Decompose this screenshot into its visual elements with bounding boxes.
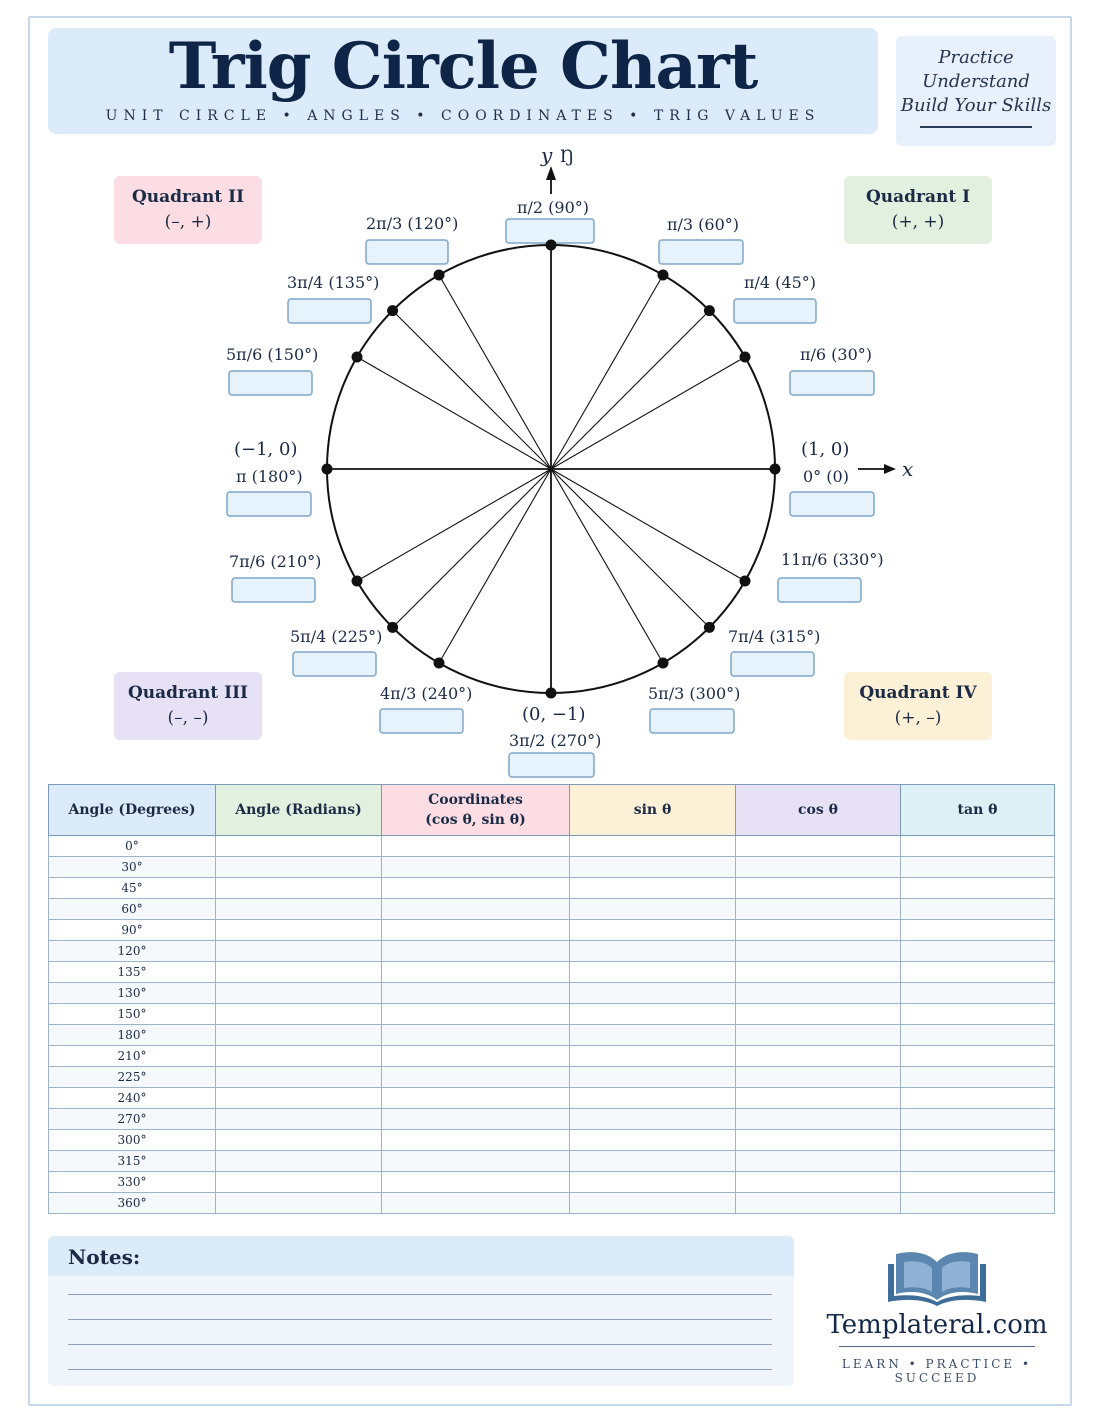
answer-box-180[interactable] [227, 492, 311, 516]
point-135 [387, 305, 398, 316]
answer-cell[interactable] [382, 878, 570, 899]
answer-cell[interactable] [901, 1004, 1055, 1025]
table-row [49, 1067, 1055, 1088]
table-row [49, 920, 1055, 941]
angle-label-0: 0° (0) [803, 467, 849, 486]
point-0 [770, 464, 781, 475]
spoke-225 [393, 469, 551, 627]
angle-label-30: π/6 (30°) [800, 345, 873, 364]
answer-cell[interactable] [901, 899, 1055, 920]
answer-cell[interactable] [216, 1193, 382, 1214]
table-row [49, 941, 1055, 962]
point-300 [658, 657, 669, 668]
answer-cell[interactable] [570, 857, 736, 878]
answer-cell[interactable] [901, 962, 1055, 983]
answer-cell[interactable] [570, 1193, 736, 1214]
answer-box-240[interactable] [380, 709, 463, 733]
table-row [49, 1004, 1055, 1025]
angle-degrees-cell: 240° [49, 1088, 216, 1109]
y-axis-extra-glyph: Ŋ [560, 147, 575, 167]
answer-cell[interactable] [736, 1151, 901, 1172]
answer-cell[interactable] [901, 941, 1055, 962]
header-line-2: (cos θ, sin θ) [425, 812, 526, 828]
header-line-1: tan θ [957, 802, 998, 818]
point-270 [546, 688, 557, 699]
point-315 [704, 622, 715, 633]
answer-cell[interactable] [736, 983, 901, 1004]
table-header-cell [570, 785, 736, 836]
note-line[interactable] [68, 1369, 772, 1370]
answer-cell[interactable] [216, 983, 382, 1004]
angle-label-180: π (180°) [236, 467, 303, 486]
angle-degrees-cell: 360° [49, 1193, 216, 1214]
angle-degrees-cell: 60° [49, 899, 216, 920]
motto-line-2: Understand [922, 71, 1030, 92]
answer-box-0[interactable] [790, 492, 874, 516]
answer-cell[interactable] [216, 1130, 382, 1151]
answer-cell[interactable] [382, 983, 570, 1004]
page-subtitle: UNIT CIRCLE • ANGLES • COORDINATES • TRIG VALUES [105, 108, 821, 124]
point-240 [434, 657, 445, 668]
answer-cell[interactable] [216, 920, 382, 941]
angle-label-315: 7π/4 (315°) [728, 627, 821, 646]
answer-cell[interactable] [901, 857, 1055, 878]
answer-box-150[interactable] [229, 371, 312, 395]
answer-cell[interactable] [901, 1046, 1055, 1067]
answer-cell[interactable] [216, 1025, 382, 1046]
angle-degrees-cell: 270° [49, 1109, 216, 1130]
answer-cell[interactable] [216, 1046, 382, 1067]
answer-cell[interactable] [736, 941, 901, 962]
open-book-icon [882, 1242, 992, 1310]
table-row [49, 1025, 1055, 1046]
angle-label-120: 2π/3 (120°) [366, 214, 459, 233]
spoke-315 [551, 469, 709, 627]
answer-cell[interactable] [570, 1067, 736, 1088]
table-header-row [49, 785, 1055, 836]
table-row [49, 962, 1055, 983]
quadrant-ii-name: Quadrant II [131, 187, 245, 207]
answer-box-90[interactable] [506, 219, 594, 243]
quadrant-iii-name: Quadrant III [127, 683, 249, 703]
angle-degrees-cell: 315° [49, 1151, 216, 1172]
table-header-cell [49, 785, 216, 836]
angle-label-210: 7π/6 (210°) [229, 552, 322, 571]
answer-box-210[interactable] [232, 578, 315, 602]
trig-values-table [48, 784, 1055, 1214]
answer-cell[interactable] [382, 1109, 570, 1130]
x-axis-label: x [902, 457, 914, 481]
answer-cell[interactable] [736, 857, 901, 878]
answer-cell[interactable] [382, 1130, 570, 1151]
table-row [49, 899, 1055, 920]
answer-cell[interactable] [736, 1025, 901, 1046]
table-row [49, 1046, 1055, 1067]
answer-cell[interactable] [736, 1088, 901, 1109]
table-body [49, 836, 1055, 1214]
answer-cell[interactable] [382, 962, 570, 983]
answer-cell[interactable] [570, 1109, 736, 1130]
angle-degrees-cell: 45° [49, 878, 216, 899]
answer-cell[interactable] [382, 1046, 570, 1067]
table-row [49, 857, 1055, 878]
angle-degrees-cell: 225° [49, 1067, 216, 1088]
answer-cell[interactable] [901, 1172, 1055, 1193]
table-row [49, 1151, 1055, 1172]
answer-cell[interactable] [570, 1130, 736, 1151]
notes-panel [48, 1236, 794, 1386]
answer-cell[interactable] [570, 1004, 736, 1025]
spoke-135 [393, 311, 551, 469]
answer-cell[interactable] [382, 1067, 570, 1088]
spoke-30 [551, 357, 745, 469]
answer-cell[interactable] [736, 1046, 901, 1067]
angle-label-300: 5π/3 (300°) [648, 684, 741, 703]
quadrant-iv-name: Quadrant IV [859, 683, 977, 703]
answer-cell[interactable] [570, 1172, 736, 1193]
angle-degrees-cell: 90° [49, 920, 216, 941]
answer-cell[interactable] [570, 983, 736, 1004]
angle-degrees-cell: 135° [49, 962, 216, 983]
brand-tagline: LEARN • PRACTICE • SUCCEED [841, 1357, 1033, 1385]
answer-cell[interactable] [736, 1004, 901, 1025]
answer-cell[interactable] [216, 1088, 382, 1109]
point-150 [352, 352, 363, 363]
answer-cell[interactable] [570, 941, 736, 962]
spoke-210 [357, 469, 551, 581]
notes-title: Notes: [48, 1236, 794, 1276]
answer-box-30[interactable] [790, 371, 874, 395]
answer-box-60[interactable] [659, 240, 743, 264]
answer-cell[interactable] [570, 878, 736, 899]
answer-cell[interactable] [901, 1130, 1055, 1151]
coord-right: (1, 0) [801, 439, 850, 460]
table-row [49, 1130, 1055, 1151]
point-30 [739, 352, 750, 363]
answer-cell[interactable] [382, 1172, 570, 1193]
answer-cell[interactable] [570, 920, 736, 941]
answer-cell[interactable] [901, 1193, 1055, 1214]
answer-cell[interactable] [901, 1088, 1055, 1109]
answer-box-225[interactable] [293, 652, 376, 676]
coord-bottom: (0, −1) [522, 704, 586, 725]
y-axis-arrowhead [546, 166, 556, 180]
header-line-1: sin θ [633, 802, 672, 818]
coord-left: (−1, 0) [234, 439, 298, 460]
table-row [49, 983, 1055, 1004]
answer-cell[interactable] [570, 836, 736, 857]
point-45 [704, 305, 715, 316]
answer-box-315[interactable] [731, 652, 814, 676]
answer-cell[interactable] [216, 1067, 382, 1088]
brand-name: Templateral.com [826, 1310, 1048, 1340]
answer-cell[interactable] [382, 1004, 570, 1025]
table-row [49, 878, 1055, 899]
header-line-1: Angle (Degrees) [68, 802, 196, 818]
quadrant-iii-signs: (–, –) [167, 708, 209, 728]
table-header-cell [382, 785, 570, 836]
spoke-45 [551, 311, 709, 469]
table-row [49, 836, 1055, 857]
point-60 [658, 270, 669, 281]
angle-degrees-cell: 330° [49, 1172, 216, 1193]
answer-cell[interactable] [736, 1172, 901, 1193]
answer-cell[interactable] [901, 1067, 1055, 1088]
spoke-60 [551, 275, 663, 469]
angle-degrees-cell: 130° [49, 983, 216, 1004]
answer-cell[interactable] [382, 920, 570, 941]
answer-cell[interactable] [901, 1109, 1055, 1130]
answer-box-270[interactable] [509, 753, 594, 777]
angle-label-330: 11π/6 (330°) [781, 550, 884, 569]
angle-degrees-cell: 0° [49, 836, 216, 857]
angle-label-60: π/3 (60°) [667, 215, 740, 234]
answer-cell[interactable] [736, 899, 901, 920]
answer-box-45[interactable] [734, 299, 816, 323]
answer-cell[interactable] [901, 1151, 1055, 1172]
x-axis-arrowhead [884, 464, 896, 474]
table-header-cell [736, 785, 901, 836]
point-90 [546, 240, 557, 251]
quadrant-iv-signs: (+, –) [894, 708, 942, 728]
motto-line-3: Build Your Skills [900, 95, 1052, 116]
answer-cell[interactable] [901, 878, 1055, 899]
quadrant-i-name: Quadrant I [865, 187, 971, 207]
table-row [49, 1193, 1055, 1214]
angle-label-135: 3π/4 (135°) [287, 273, 380, 292]
point-330 [739, 576, 750, 587]
note-line[interactable] [68, 1294, 772, 1295]
y-axis-label: y [541, 143, 553, 167]
table-header-cell [901, 785, 1055, 836]
spoke-330 [551, 469, 745, 581]
answer-cell[interactable] [382, 941, 570, 962]
note-line[interactable] [68, 1344, 772, 1345]
answer-cell[interactable] [570, 1046, 736, 1067]
angle-label-240: 4π/3 (240°) [380, 684, 473, 703]
page-title: Trig Circle Chart [168, 29, 758, 104]
answer-cell[interactable] [216, 941, 382, 962]
point-180 [322, 464, 333, 475]
angle-degrees-cell: 30° [49, 857, 216, 878]
answer-box-135[interactable] [288, 299, 371, 323]
quadrant-ii-signs: (–, +) [164, 212, 212, 232]
spoke-240 [439, 469, 551, 663]
answer-box-300[interactable] [650, 709, 734, 733]
motto-line-1: Practice [938, 47, 1014, 68]
answer-cell[interactable] [382, 1193, 570, 1214]
answer-cell[interactable] [736, 878, 901, 899]
answer-cell[interactable] [901, 836, 1055, 857]
answer-cell[interactable] [216, 1109, 382, 1130]
angle-degrees-cell: 120° [49, 941, 216, 962]
angle-label-45: π/4 (45°) [744, 273, 817, 292]
point-120 [434, 270, 445, 281]
answer-cell[interactable] [382, 1025, 570, 1046]
point-210 [352, 576, 363, 587]
answer-cell[interactable] [736, 836, 901, 857]
answer-box-120[interactable] [366, 240, 448, 264]
brand-block [812, 1240, 1062, 1385]
point-225 [387, 622, 398, 633]
table-row [49, 1109, 1055, 1130]
brand-divider [839, 1346, 1035, 1347]
spoke-300 [551, 469, 663, 663]
answer-cell[interactable] [216, 857, 382, 878]
answer-box-330[interactable] [778, 578, 861, 602]
answer-cell[interactable] [216, 878, 382, 899]
answer-cell[interactable] [736, 920, 901, 941]
angle-label-90: π/2 (90°) [517, 198, 590, 217]
header-line-1: cos θ [798, 802, 838, 818]
answer-cell[interactable] [216, 836, 382, 857]
answer-cell[interactable] [901, 983, 1055, 1004]
table-header-cell [216, 785, 382, 836]
angle-label-270: 3π/2 (270°) [509, 731, 602, 750]
answer-cell[interactable] [382, 899, 570, 920]
answer-cell[interactable] [382, 857, 570, 878]
answer-cell[interactable] [570, 899, 736, 920]
angle-label-150: 5π/6 (150°) [226, 345, 319, 364]
answer-cell[interactable] [382, 1151, 570, 1172]
angle-label-225: 5π/4 (225°) [290, 627, 383, 646]
header-line-1: Coordinates [428, 792, 523, 808]
answer-cell[interactable] [570, 1151, 736, 1172]
answer-cell[interactable] [901, 1025, 1055, 1046]
angle-degrees-cell: 150° [49, 1004, 216, 1025]
table-row [49, 1088, 1055, 1109]
answer-cell[interactable] [216, 1151, 382, 1172]
quadrant-i-signs: (+, +) [891, 212, 945, 232]
answer-cell[interactable] [736, 1130, 901, 1151]
answer-cell[interactable] [736, 1109, 901, 1130]
answer-cell[interactable] [570, 1025, 736, 1046]
angle-degrees-cell: 210° [49, 1046, 216, 1067]
answer-cell[interactable] [382, 836, 570, 857]
answer-cell[interactable] [216, 899, 382, 920]
answer-cell[interactable] [736, 962, 901, 983]
table-row [49, 1172, 1055, 1193]
answer-cell[interactable] [901, 920, 1055, 941]
header-line-1: Angle (Radians) [235, 802, 362, 818]
answer-cell[interactable] [216, 962, 382, 983]
answer-cell[interactable] [216, 1004, 382, 1025]
angle-degrees-cell: 300° [49, 1130, 216, 1151]
answer-cell[interactable] [570, 1088, 736, 1109]
answer-cell[interactable] [216, 1172, 382, 1193]
answer-cell[interactable] [736, 1067, 901, 1088]
note-line[interactable] [68, 1319, 772, 1320]
answer-cell[interactable] [736, 1193, 901, 1214]
spoke-150 [357, 357, 551, 469]
answer-cell[interactable] [570, 962, 736, 983]
answer-cell[interactable] [382, 1088, 570, 1109]
spoke-120 [439, 275, 551, 469]
angle-degrees-cell: 180° [49, 1025, 216, 1046]
